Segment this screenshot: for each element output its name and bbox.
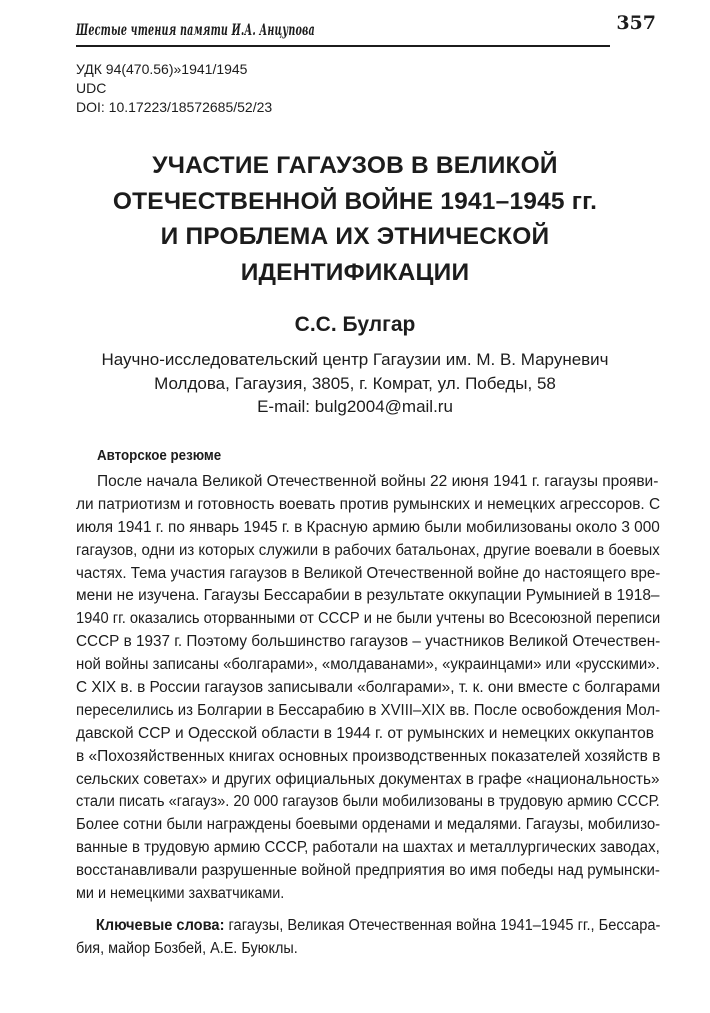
abstract-line: ми и немецкими захватчиками. (76, 885, 285, 903)
abstract-body (76, 471, 660, 961)
abstract-line: С XIX в. в России гагаузов записывали «болгарами», т. к. они вместе с болгарами (76, 679, 661, 697)
udc-label: UDC (76, 80, 107, 96)
abstract-line: восстанавливали разрушенные войной предприятия во имя победы над румынски- (76, 862, 660, 880)
abstract-line: После начала Великой Отечественной войны 22 июня 1941 г. гагаузы прояви- (97, 473, 659, 490)
article-meta (76, 60, 636, 117)
article-title (40, 148, 670, 290)
abstract-line: июля 1941 г. по январь 1945 г. в Красную армию были мобилизованы около 3 000 (76, 518, 660, 536)
title-line: УЧАСТИЕ ГАГАУЗОВ В ВЕЛИКОЙ (152, 152, 558, 179)
abstract-line: ной войны записаны «болгарами», «молдаванами», «украинцами» или «русскими». (76, 656, 660, 674)
author-name: С.С. Булгар (294, 313, 416, 336)
affiliation-line: Научно-исследовательский центр Гагаузии им. М. В. Маруневич (101, 350, 609, 369)
keywords-line: бия, майор Бозбей, А.Е. Буюклы. (76, 939, 298, 957)
abstract-line: СССР в 1937 г. Поэтому большинство гагаузов – участников Великой Отечествен- (76, 633, 661, 651)
abstract-line: частях. Тема участия гагаузов в Великой Отечественной войне до настоящего вре- (76, 564, 661, 582)
udc-code: УДК 94(470.56)»1941/1945 (76, 61, 248, 77)
abstract-line: в «Похозяйственных книгах основных производственных показателей хозяйств в (76, 747, 661, 765)
abstract-line: стали писать «гагауз». 20 000 гагаузов были мобилизованы в трудовую армию СССР. (76, 793, 660, 811)
page-number: 357 (616, 12, 656, 34)
abstract-line: ванные в трудовую армию СССР, работали на шахтах и металлургических заводах, (76, 839, 660, 857)
abstract-line: давской ССР и Одесской области в 1944 г. от румынских и немецких оккупантов (76, 724, 654, 742)
author-email: E-mail: bulg2004@mail.ru (257, 397, 453, 416)
author-affiliation (40, 348, 670, 419)
abstract-line: ли патриотизм и готовность воевать против румынских и немецких агрессоров. С (76, 495, 661, 513)
abstract-line: гагаузов, одни из которых служили в рабочих батальонах, другие воевали в боевых (76, 541, 660, 559)
abstract-heading: Авторское резюме (97, 448, 222, 464)
running-head: Шестые чтения памяти И.А. Анцупова (76, 20, 315, 39)
abstract-line: мени не изучена. Гагаузы Бессарабии в результате оккупации Румынией в 1918– (76, 587, 660, 605)
paragraph-gap (76, 906, 660, 915)
abstract-line: Более сотни были награждены боевыми орденами и медалями. Гагаузы, мобилизо- (76, 816, 661, 834)
affiliation-line: Молдова, Гагаузия, 3805, г. Комрат, ул. Победы, 58 (154, 373, 556, 393)
keywords-line (76, 915, 661, 938)
header-rule (76, 45, 610, 47)
title-line: ОТЕЧЕСТВЕННОЙ ВОЙНЕ 1941–1945 гг. (112, 187, 598, 215)
abstract-line: переселились из Болгарии в Бессарабию в XVIII–XIX вв. После освобождения Мол- (76, 701, 661, 719)
keywords-text: гагаузы, Великая Отечественная война 1941–1945 гг., Бессара- (224, 916, 661, 934)
abstract-line: сельских советах» и других официальных документах в графе «национальность» (76, 770, 660, 788)
title-line: И ПРОБЛЕМА ИХ ЭТНИЧЕСКОЙ (160, 223, 550, 250)
doi: DOI: 10.17223/18572685/52/23 (76, 99, 273, 115)
abstract-line: 1940 гг. оказались оторванными от СССР и не были учтены во Всесоюзной переписи (76, 610, 661, 628)
keywords-label: Ключевые слова: (95, 916, 225, 934)
title-line: ИДЕНТИФИКАЦИИ (240, 258, 470, 286)
